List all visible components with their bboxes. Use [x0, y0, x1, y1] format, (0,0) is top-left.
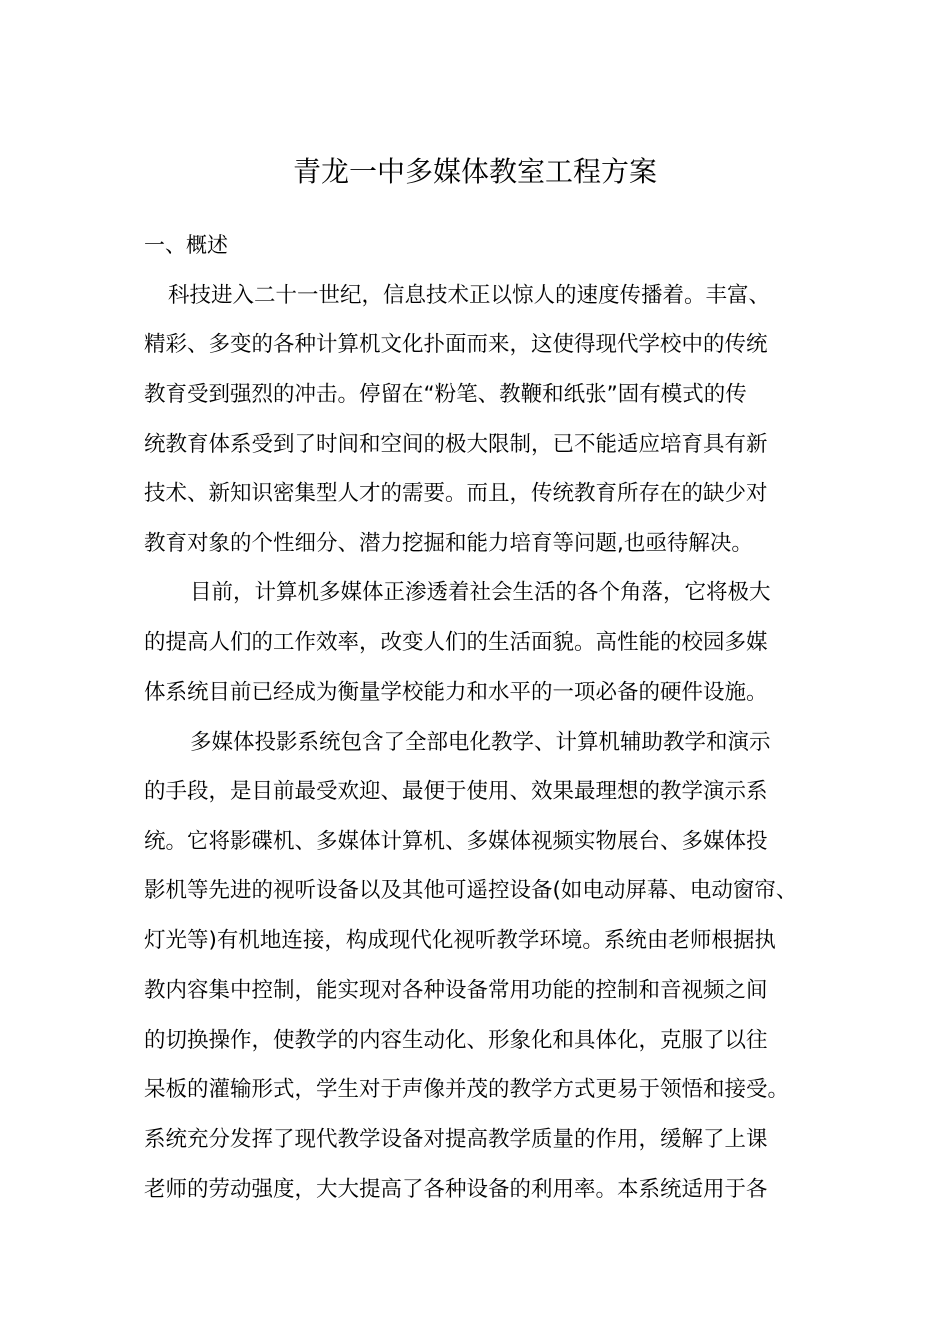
paragraph-line: 影机等先进的视听设备以及其他可遥控设备(如电动屏幕、电动窗帘、 — [144, 878, 798, 903]
paragraph-line: 灯光等)有机地连接，构成现代化视听教学环境。系统由老师根据执 — [144, 928, 776, 953]
paragraph-line: 体系统目前已经成为衡量学校能力和水平的一项必备的硬件设施。 — [144, 680, 768, 705]
paragraph-line: 统教育体系受到了时间和空间的极大限制，已不能适应培育具有新 — [144, 432, 768, 457]
paragraph-line: 精彩、多变的各种计算机文化扑面而来，这使得现代学校中的传统 — [144, 332, 768, 357]
paragraph-line: 呆板的灌输形式，学生对于声像并茂的教学方式更易于领悟和接受。 — [144, 1077, 790, 1102]
document-title: 青龙一中多媒体教室工程方案 — [292, 155, 657, 188]
paragraph-line: 系统充分发挥了现代教学设备对提高教学质量的作用，缓解了上课 — [144, 1127, 768, 1152]
paragraph-line: 统。它将影碟机、多媒体计算机、多媒体视频实物展台、多媒体投 — [144, 829, 768, 854]
paragraph-line: 的切换操作，使教学的内容生动化、形象化和具体化，克服了以往 — [144, 1028, 768, 1053]
paragraph-line: 科技进入二十一世纪，信息技术正以惊人的速度传播着。丰富、 — [168, 283, 771, 308]
paragraph-line: 教内容集中控制，能实现对各种设备常用功能的控制和音视频之间 — [144, 978, 768, 1003]
paragraph-line: 的提高人们的工作效率，改变人们的生活面貌。高性能的校园多媒 — [144, 630, 768, 655]
paragraph-line: 技术、新知识密集型人才的需要。而且，传统教育所存在的缺少对 — [144, 481, 768, 506]
paragraph-line: 老师的劳动强度，大大提高了各种设备的利用率。本系统适用于各 — [144, 1177, 768, 1202]
paragraph-line: 的手段，是目前最受欢迎、最便于使用、效果最理想的教学演示系 — [144, 779, 768, 804]
section-heading: 一、概述 — [144, 233, 228, 257]
paragraph-line: 目前，计算机多媒体正渗透着社会生活的各个角落，它将极大 — [190, 580, 771, 605]
paragraph-line: 教育对象的个性细分、潜力挖掘和能力培育等问题,也亟待解决。 — [144, 531, 753, 556]
paragraph-line: 教育受到强烈的冲击。停留在“粉笔、教鞭和纸张”固有模式的传 — [144, 382, 747, 407]
paragraph-line: 多媒体投影系统包含了全部电化教学、计算机辅助教学和演示 — [190, 730, 771, 755]
